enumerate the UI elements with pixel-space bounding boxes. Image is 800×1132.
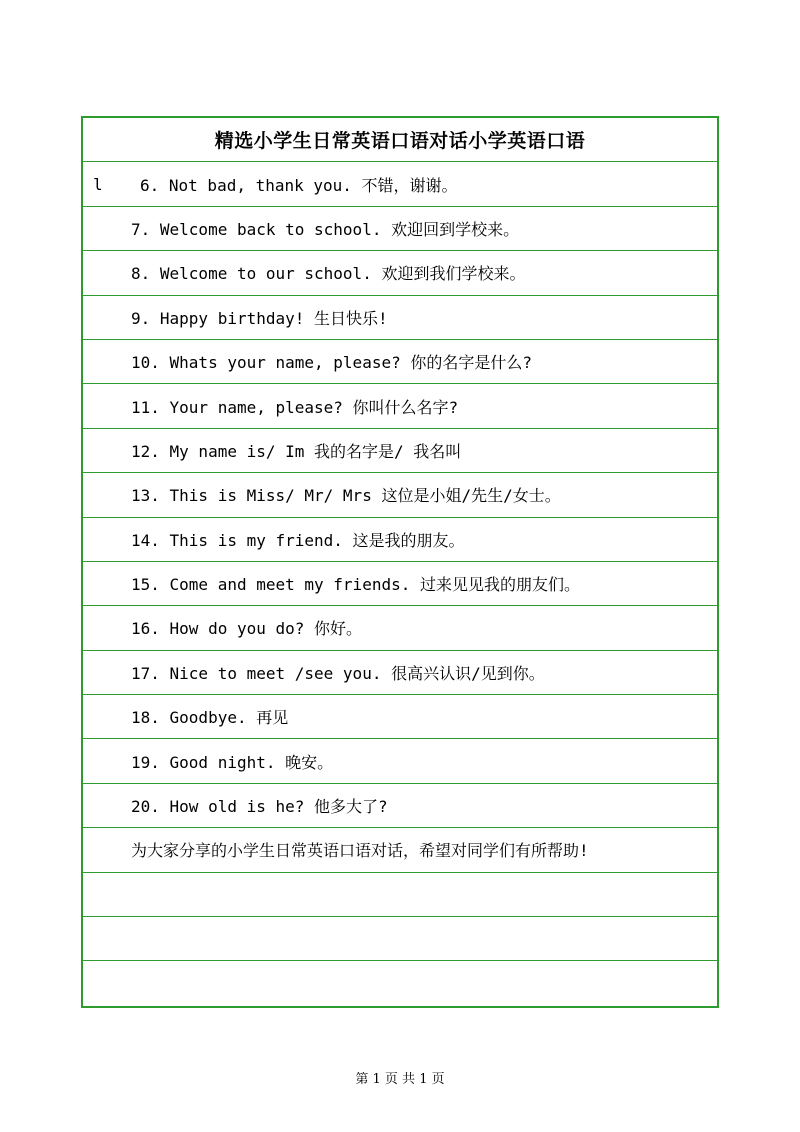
list-item [83,162,717,206]
item-text: 9. Happy birthday! 生日快乐! [131,308,388,328]
page-footer [0,1068,800,1087]
item-text: 20. How old is he? 他多大了? [131,797,388,817]
document-title [83,118,717,162]
item-text: 15. Come and meet my friends. 过来见见我的朋友们。 [131,575,580,595]
list-item [83,340,717,384]
item-text: 8. Welcome to our school. 欢迎到我们学校来。 [131,264,526,284]
item-text: 6. Not bad, thank you. 不错，谢谢。 [140,175,458,195]
list-item [83,384,717,428]
list-item [83,251,717,295]
item-text: 13. This is Miss/ Mr/ Mrs 这位是小姐/先生/女士。 [131,486,561,506]
list-item [83,606,717,650]
closing-text: 为大家分享的小学生日常英语口语对话，希望对同学们有所帮助! [131,841,589,861]
page-number: 第 1 页 共 1 页 [355,1072,445,1087]
item-text: 18. Goodbye. 再见 [131,708,289,728]
empty-row [83,961,717,1005]
list-item [83,473,717,517]
list-item [83,739,717,783]
list-item [83,429,717,473]
item-text: 11. Your name, please? 你叫什么名字? [131,397,459,417]
list-item [83,651,717,695]
list-item [83,207,717,251]
item-text: 16. How do you do? 你好。 [131,619,363,639]
text-cursor-mark: l [93,174,103,194]
item-text: 7. Welcome back to school. 欢迎回到学校来。 [131,219,520,239]
item-text: 12. My name is/ Im 我的名字是/ 我名叫 [131,441,462,461]
list-item [83,784,717,828]
item-text: 14. This is my friend. 这是我的朋友。 [131,530,465,550]
list-item [83,518,717,562]
list-item [83,296,717,340]
empty-row [83,873,717,917]
title-text: 精选小学生日常英语口语对话小学英语口语 [214,130,586,153]
document-table [81,116,719,1008]
empty-row [83,917,717,961]
item-text: 17. Nice to meet /see you. 很高兴认识/见到你。 [131,663,545,683]
list-item [83,562,717,606]
closing-row [83,828,717,872]
item-text: 10. Whats your name, please? 你的名字是什么? [131,353,532,373]
item-text: 19. Good night. 晚安。 [131,752,334,772]
list-item [83,695,717,739]
